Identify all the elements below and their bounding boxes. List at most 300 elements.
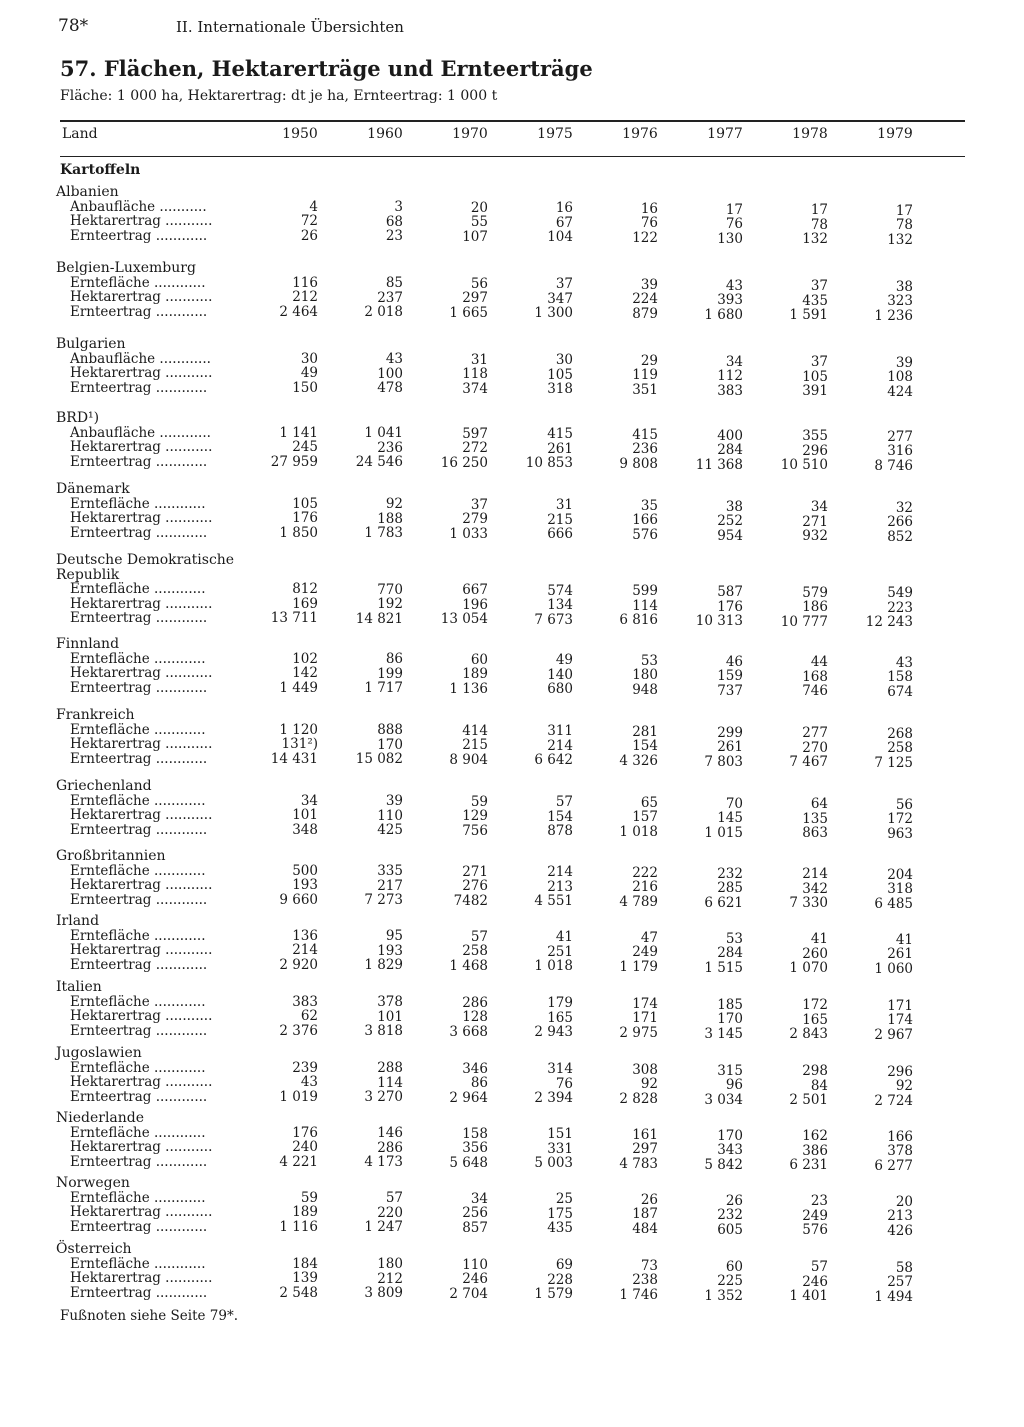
table-cell: 132 <box>887 231 913 248</box>
table-cell: 86 <box>385 651 403 668</box>
row-label: Hektarertrag ........... <box>70 439 213 455</box>
table-cell: 4 551 <box>534 893 573 910</box>
table-cell: 11 368 <box>695 456 743 473</box>
table-cell: 132 <box>802 231 828 248</box>
table-cell: 1 070 <box>789 960 828 977</box>
table-title: 57. Flächen, Hektarerträge und Ernteerträge <box>60 56 593 81</box>
table-cell: 251 <box>547 943 573 960</box>
table-cell: 1 401 <box>789 1288 828 1305</box>
table-cell: 260 <box>802 945 828 962</box>
table-cell: 316 <box>887 443 913 460</box>
row-label: Ernteertrag ............ <box>70 956 208 973</box>
table-cell: 238 <box>632 1272 658 1289</box>
table-cell: 186 <box>802 599 828 616</box>
table-cell: 1 033 <box>449 525 488 542</box>
row-label: Erntefläche ............ <box>70 1059 206 1076</box>
table-cell: 20 <box>470 199 488 216</box>
table-cell: 1 120 <box>279 721 318 738</box>
table-cell: 879 <box>632 305 658 322</box>
table-cell: 214 <box>802 866 828 883</box>
country-name: Belgien-Luxemburg <box>56 260 196 276</box>
table-cell: 7 330 <box>789 895 828 912</box>
table-cell: 222 <box>632 864 658 881</box>
table-cell: 212 <box>292 289 318 305</box>
table-cell: 37 <box>555 276 573 293</box>
table-cell: 256 <box>462 1205 488 1222</box>
table-cell: 299 <box>717 724 743 741</box>
table-cell: 20 <box>895 1193 913 1210</box>
table-cell: 146 <box>377 1125 403 1142</box>
table-cell: 38 <box>895 278 913 295</box>
country-name: Griechenland <box>56 778 152 794</box>
top-rule <box>60 120 965 122</box>
row-label: Erntefläche ............ <box>70 862 206 879</box>
table-cell: 261 <box>717 739 743 755</box>
table-cell: 170 <box>377 736 403 753</box>
table-cell: 579 <box>802 584 828 601</box>
table-cell: 261 <box>547 440 573 457</box>
table-cell: 9 660 <box>279 891 318 908</box>
table-cell: 351 <box>632 381 658 398</box>
table-cell: 214 <box>547 737 573 754</box>
table-cell: 114 <box>632 597 658 614</box>
table-cell: 285 <box>717 880 743 896</box>
table-cell: 500 <box>292 862 318 879</box>
row-label: Ernteertrag ............ <box>70 1284 208 1301</box>
row-label: Erntefläche ............ <box>70 581 206 597</box>
table-cell: 10 853 <box>525 455 573 472</box>
row-label: Erntefläche ............ <box>70 1255 206 1272</box>
table-cell: 2 828 <box>619 1090 658 1107</box>
table-cell: 597 <box>462 425 488 442</box>
country-name: Großbritannien <box>56 848 166 864</box>
table-cell: 2 920 <box>279 956 318 973</box>
table-cell: 69 <box>555 1257 573 1274</box>
table-cell: 23 <box>810 1193 828 1210</box>
row-label: Ernteertrag ............ <box>70 679 208 696</box>
table-cell: 277 <box>887 428 913 445</box>
table-cell: 70 <box>725 795 743 812</box>
table-cell: 172 <box>802 997 828 1014</box>
table-cell: 122 <box>632 229 658 246</box>
table-cell: 2 843 <box>789 1026 828 1043</box>
table-cell: 73 <box>640 1257 658 1274</box>
table-cell: 288 <box>377 1060 403 1077</box>
table-cell: 1 494 <box>874 1288 913 1305</box>
table-cell: 25 <box>555 1191 573 1208</box>
table-cell: 56 <box>895 796 913 813</box>
table-cell: 118 <box>462 366 488 383</box>
table-cell: 101 <box>292 807 318 823</box>
row-label: Hektarertrag ........... <box>70 510 213 526</box>
table-cell: 348 <box>292 821 318 838</box>
table-cell: 225 <box>717 1273 743 1289</box>
table-cell: 53 <box>640 652 658 669</box>
table-cell: 7 803 <box>704 753 743 770</box>
table-cell: 386 <box>802 1142 828 1159</box>
table-cell: 59 <box>300 1189 318 1206</box>
table-cell: 13 711 <box>270 610 318 626</box>
table-cell: 189 <box>292 1204 318 1220</box>
table-cell: 13 054 <box>440 611 488 628</box>
country-name: Niederlande <box>56 1110 145 1126</box>
table-cell: 1 136 <box>449 680 488 697</box>
units-note: Fläche: 1 000 ha, Hektarertrag: dt je ha, Ernteertrag: 1 000 t <box>60 88 498 104</box>
table-cell: 76 <box>555 1075 573 1092</box>
row-label: Hektarertrag ........... <box>70 1139 213 1155</box>
table-cell: 169 <box>292 595 318 612</box>
row-label: Hektarertrag ........... <box>70 1204 213 1220</box>
table-cell: 171 <box>632 1010 658 1027</box>
table-cell: 1 850 <box>279 524 318 541</box>
table-cell: 3 809 <box>364 1285 403 1302</box>
table-cell: 374 <box>462 380 488 397</box>
table-cell: 39 <box>895 354 913 371</box>
row-label: Ernteertrag ............ <box>70 1022 208 1039</box>
table-cell: 47 <box>640 929 658 946</box>
table-cell: 2 724 <box>874 1092 913 1109</box>
table-cell: 2 704 <box>449 1285 488 1302</box>
country-name: Jugoslawien <box>56 1045 142 1061</box>
table-cell: 43 <box>300 1074 318 1090</box>
table-cell: 105 <box>802 368 828 385</box>
table-cell: 4 783 <box>619 1155 658 1172</box>
table-cell: 199 <box>377 665 403 682</box>
table-cell: 187 <box>632 1206 658 1223</box>
table-cell: 258 <box>887 740 913 757</box>
table-cell: 549 <box>887 585 913 602</box>
row-label: Hektarertrag ........... <box>70 213 213 229</box>
table-cell: 44 <box>810 654 828 671</box>
table-cell: 4 173 <box>364 1154 403 1171</box>
table-cell: 666 <box>547 526 573 543</box>
table-cell: 277 <box>802 725 828 742</box>
table-cell: 2 943 <box>534 1024 573 1041</box>
row-label: Ernteertrag ............ <box>70 303 208 320</box>
table-cell: 17 <box>895 202 913 219</box>
table-cell: 4 <box>309 198 318 215</box>
table-cell: 391 <box>802 383 828 400</box>
table-cell: 15 082 <box>355 751 403 768</box>
table-cell: 165 <box>802 1011 828 1028</box>
table-cell: 2 376 <box>279 1022 318 1039</box>
table-cell: 12 243 <box>865 614 913 631</box>
table-cell: 216 <box>632 879 658 896</box>
table-cell: 193 <box>377 942 403 959</box>
table-cell: 812 <box>292 581 318 597</box>
table-cell: 224 <box>632 291 658 308</box>
table-cell: 131²) <box>281 736 318 752</box>
country-name: Italien <box>56 979 102 995</box>
table-cell: 2 967 <box>874 1026 913 1043</box>
table-cell: 16 <box>555 200 573 217</box>
table-cell: 76 <box>725 216 743 232</box>
table-cell: 435 <box>802 292 828 309</box>
table-cell: 41 <box>895 931 913 948</box>
table-cell: 196 <box>462 596 488 613</box>
table-cell: 159 <box>717 668 743 684</box>
table-cell: 2 018 <box>364 304 403 321</box>
table-cell: 605 <box>717 1221 743 1238</box>
table-cell: 240 <box>292 1139 318 1155</box>
table-cell: 14 431 <box>270 750 318 767</box>
year-header: 1950 <box>282 126 318 142</box>
year-header: 1960 <box>367 126 403 142</box>
table-cell: 236 <box>377 439 403 456</box>
table-cell: 425 <box>377 822 403 839</box>
country-name: Frankreich <box>56 707 135 723</box>
table-cell: 16 <box>640 200 658 217</box>
table-cell: 56 <box>470 275 488 292</box>
table-cell: 426 <box>887 1222 913 1239</box>
row-label: Erntefläche ............ <box>70 927 206 944</box>
table-cell: 10 777 <box>780 613 828 630</box>
table-cell: 92 <box>895 1078 913 1095</box>
table-cell: 223 <box>887 599 913 616</box>
table-cell: 220 <box>377 1204 403 1221</box>
table-cell: 236 <box>632 441 658 458</box>
table-cell: 37 <box>810 354 828 371</box>
country-name: Bulgarien <box>56 336 126 352</box>
table-cell: 35 <box>640 497 658 514</box>
table-cell: 276 <box>462 878 488 895</box>
table-cell: 215 <box>547 511 573 528</box>
table-cell: 34 <box>470 1190 488 1207</box>
table-cell: 232 <box>717 865 743 882</box>
table-cell: 180 <box>632 667 658 684</box>
table-cell: 168 <box>802 668 828 685</box>
table-cell: 192 <box>377 596 403 613</box>
table-cell: 311 <box>547 723 573 740</box>
table-cell: 296 <box>887 1063 913 1080</box>
table-cell: 7 673 <box>534 611 573 628</box>
table-cell: 1 783 <box>364 525 403 542</box>
country-name: Irland <box>56 913 100 929</box>
table-cell: 342 <box>802 880 828 897</box>
year-header: 1970 <box>452 126 488 142</box>
table-cell: 323 <box>887 293 913 310</box>
table-cell: 110 <box>462 1256 488 1273</box>
table-cell: 318 <box>547 381 573 398</box>
table-cell: 184 <box>292 1255 318 1272</box>
table-cell: 852 <box>887 528 913 545</box>
table-cell: 587 <box>717 584 743 600</box>
table-cell: 266 <box>887 514 913 531</box>
table-cell: 134 <box>547 597 573 614</box>
table-cell: 257 <box>887 1274 913 1291</box>
table-cell: 10 510 <box>780 457 828 474</box>
table-cell: 151 <box>547 1126 573 1143</box>
table-cell: 176 <box>292 1124 318 1141</box>
table-cell: 5 003 <box>534 1155 573 1172</box>
table-cell: 284 <box>717 945 743 961</box>
table-cell: 4 221 <box>279 1153 318 1170</box>
table-cell: 346 <box>462 1060 488 1077</box>
row-label: Erntefläche ............ <box>70 274 206 291</box>
table-cell: 1 247 <box>364 1219 403 1236</box>
table-cell: 84 <box>810 1077 828 1094</box>
table-cell: 281 <box>632 723 658 740</box>
table-cell: 680 <box>547 681 573 698</box>
table-cell: 34 <box>725 353 743 370</box>
table-cell: 116 <box>292 274 318 291</box>
table-cell: 378 <box>887 1143 913 1160</box>
year-header: 1975 <box>537 126 573 142</box>
table-cell: 1 579 <box>534 1286 573 1303</box>
row-label: Hektarertrag ........... <box>70 1270 213 1286</box>
table-cell: 756 <box>462 822 488 839</box>
row-label: Hektarertrag ........... <box>70 1074 213 1090</box>
table-cell: 212 <box>377 1270 403 1287</box>
table-cell: 314 <box>547 1061 573 1078</box>
table-cell: 1 591 <box>789 307 828 324</box>
table-cell: 17 <box>725 201 743 218</box>
row-label: Erntefläche ............ <box>70 993 206 1010</box>
year-header: 1978 <box>792 126 828 142</box>
table-cell: 246 <box>802 1273 828 1290</box>
table-cell: 1 141 <box>279 424 318 441</box>
table-cell: 105 <box>292 495 318 512</box>
table-cell: 128 <box>462 1009 488 1026</box>
table-cell: 4 326 <box>619 752 658 769</box>
table-cell: 252 <box>717 513 743 529</box>
year-header: 1976 <box>622 126 658 142</box>
table-cell: 101 <box>377 1008 403 1025</box>
table-cell: 1 665 <box>449 304 488 321</box>
table-cell: 130 <box>717 230 743 247</box>
table-cell: 1 041 <box>364 425 403 442</box>
table-cell: 34 <box>810 499 828 516</box>
table-cell: 179 <box>547 995 573 1012</box>
table-cell: 298 <box>802 1063 828 1080</box>
table-cell: 393 <box>717 292 743 308</box>
table-cell: 484 <box>632 1220 658 1237</box>
table-cell: 1 680 <box>704 306 743 323</box>
row-label: Ernteertrag ............ <box>70 524 208 541</box>
table-cell: 135 <box>802 810 828 827</box>
table-cell: 1 015 <box>704 824 743 841</box>
table-cell: 185 <box>717 996 743 1013</box>
row-label: Erntefläche ............ <box>70 792 206 809</box>
table-cell: 43 <box>895 654 913 671</box>
table-cell: 60 <box>725 1258 743 1275</box>
table-cell: 30 <box>300 350 318 367</box>
table-cell: 55 <box>470 214 488 231</box>
table-cell: 31 <box>470 351 488 368</box>
table-cell: 271 <box>802 513 828 530</box>
table-cell: 1 018 <box>619 823 658 840</box>
table-cell: 2 464 <box>279 303 318 320</box>
table-cell: 43 <box>725 277 743 294</box>
table-cell: 356 <box>462 1140 488 1157</box>
table-cell: 129 <box>462 808 488 825</box>
row-label: Hektarertrag ........... <box>70 736 213 752</box>
table-cell: 2 548 <box>279 1284 318 1301</box>
table-cell: 78 <box>895 217 913 234</box>
table-cell: 139 <box>292 1270 318 1286</box>
table-cell: 107 <box>462 228 488 245</box>
row-label: Hektarertrag ........... <box>70 289 213 305</box>
table-cell: 261 <box>887 946 913 963</box>
table-cell: 217 <box>377 877 403 894</box>
section-title-kartoffeln: Kartoffeln <box>60 162 141 178</box>
table-cell: 142 <box>292 665 318 681</box>
table-cell: 6 231 <box>789 1157 828 1174</box>
row-label: Hektarertrag ........... <box>70 942 213 958</box>
country-name: BRD¹) <box>56 410 100 426</box>
table-cell: 154 <box>632 738 658 755</box>
table-cell: 2 394 <box>534 1090 573 1107</box>
table-cell: 9 808 <box>619 455 658 472</box>
table-cell: 136 <box>292 927 318 944</box>
table-cell: 16 250 <box>440 454 488 471</box>
table-cell: 1 515 <box>704 959 743 976</box>
table-cell: 674 <box>887 683 913 700</box>
row-label: Hektarertrag ........... <box>70 365 213 381</box>
table-cell: 297 <box>632 1141 658 1158</box>
table-cell: 746 <box>802 683 828 700</box>
row-label: Hektarertrag ........... <box>70 595 213 612</box>
table-cell: 26 <box>300 227 318 244</box>
table-cell: 29 <box>640 352 658 369</box>
table-cell: 1 060 <box>874 960 913 977</box>
page-number: 78* <box>58 16 89 36</box>
table-cell: 3 034 <box>704 1091 743 1108</box>
section-header: II. Internationale Übersichten <box>176 18 404 36</box>
table-cell: 49 <box>555 652 573 669</box>
table-cell: 272 <box>462 440 488 457</box>
table-cell: 193 <box>292 877 318 893</box>
table-cell: 158 <box>462 1125 488 1142</box>
table-cell: 1 116 <box>279 1218 318 1235</box>
table-cell: 172 <box>887 811 913 828</box>
table-cell: 249 <box>802 1207 828 1224</box>
table-cell: 237 <box>377 289 403 306</box>
table-cell: 424 <box>887 383 913 400</box>
table-cell: 878 <box>547 823 573 840</box>
table-cell: 161 <box>632 1126 658 1143</box>
table-cell: 1 717 <box>364 680 403 697</box>
table-cell: 3 818 <box>364 1023 403 1040</box>
table-cell: 297 <box>462 290 488 307</box>
table-cell: 1 352 <box>704 1287 743 1304</box>
table-cell: 863 <box>802 825 828 842</box>
table-cell: 154 <box>547 808 573 825</box>
table-cell: 215 <box>462 737 488 754</box>
row-label: Anbaufläche ........... <box>70 198 207 215</box>
table-cell: 279 <box>462 511 488 528</box>
table-cell: 110 <box>377 807 403 824</box>
table-cell: 383 <box>717 382 743 399</box>
table-cell: 1 236 <box>874 307 913 324</box>
column-header-land: Land <box>62 126 98 142</box>
table-cell: 204 <box>887 866 913 883</box>
table-cell: 162 <box>802 1128 828 1145</box>
table-cell: 72 <box>300 213 318 229</box>
table-cell: 667 <box>462 582 488 599</box>
country-name: Albanien <box>56 184 119 200</box>
table-cell: 948 <box>632 681 658 698</box>
table-cell: 62 <box>300 1008 318 1024</box>
table-cell: 34 <box>300 792 318 809</box>
table-cell: 1 449 <box>279 679 318 696</box>
table-cell: 228 <box>547 1271 573 1288</box>
table-cell: 105 <box>547 366 573 383</box>
table-cell: 108 <box>887 369 913 386</box>
table-cell: 39 <box>640 276 658 293</box>
row-label: Erntefläche ............ <box>70 1189 206 1206</box>
table-cell: 53 <box>725 930 743 947</box>
